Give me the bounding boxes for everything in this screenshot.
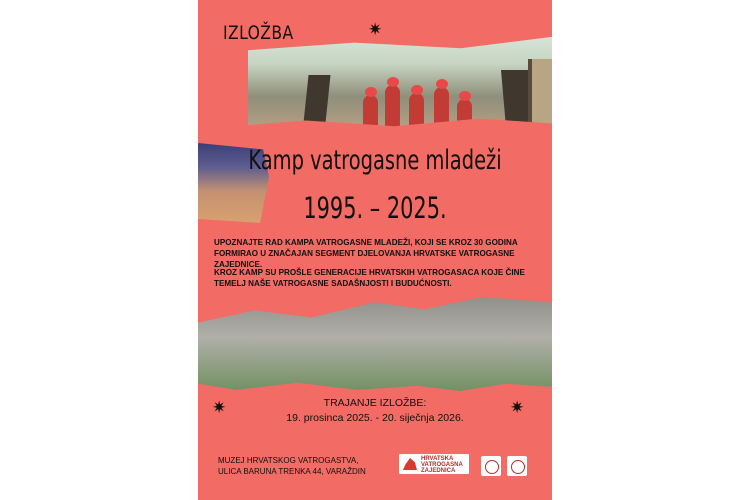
circle-icon	[511, 460, 525, 474]
logo-line-1: HRVATSKA	[421, 456, 454, 462]
star-icon: ✷	[368, 20, 383, 39]
museum-emblem-logo	[507, 456, 527, 476]
circle-icon	[485, 460, 499, 474]
logo-line-2: VATROGASNA	[421, 462, 463, 468]
helmet-icon	[436, 79, 448, 89]
helmet-icon	[365, 87, 377, 97]
poster-title: Kamp vatrogasne mladeži	[248, 145, 502, 176]
museum-name: MUZEJ HRVATSKOG VATROGASTVA,	[218, 456, 359, 465]
tree-trunk	[299, 75, 330, 130]
poster-years: 1995. – 2025.	[303, 191, 447, 225]
top-photo	[248, 35, 552, 130]
person-figure	[363, 95, 378, 130]
poster-paragraph-2: KROZ KAMP SU PROŠLE GENERACIJE HRVATSKIH VATROGASACA KOJE ČINE TEMELJ NAŠE VATROGASNE SADAŠNJOSTI I BUDUĆNOSTI.	[214, 268, 525, 288]
helmet-icon	[387, 77, 399, 87]
logo-line-3: ZAJEDNICA	[421, 468, 456, 474]
star-icon: ✷	[510, 398, 525, 417]
flame-icon	[403, 458, 417, 470]
house-building	[528, 59, 552, 130]
hvz-logo	[399, 454, 469, 474]
poster-paragraph-1: UPOZNAJTE RAD KAMPA VATROGASNE MLADEŽI, KOJI SE KROZ 30 GODINA FORMIRAO U ZNAČAJAN SEGMENT DJELOVANJA HRVATSKE VATROGASNE ZAJEDNICE.	[214, 238, 518, 269]
exhibition-poster	[198, 0, 552, 500]
person-figure	[434, 87, 449, 130]
person-figure	[409, 93, 424, 130]
star-icon: ✷	[212, 398, 227, 417]
duration-dates: 19. prosinca 2025. - 20. siječnja 2026.	[286, 412, 464, 424]
person-figure	[385, 85, 400, 129]
duration-label: TRAJANJE IZLOŽBE:	[323, 397, 427, 409]
logo-text	[421, 456, 467, 474]
helmet-icon	[459, 91, 471, 101]
museum-street: ULICA BARUNA TRENKA 44, VARAŽDIN	[218, 467, 366, 476]
poster-header-label: IZLOŽBA	[223, 22, 294, 44]
bottom-photo	[198, 292, 552, 394]
fire-truck-logo	[481, 456, 501, 476]
helmet-icon	[411, 85, 423, 95]
person-figure	[457, 99, 472, 130]
museum-address	[218, 455, 366, 477]
